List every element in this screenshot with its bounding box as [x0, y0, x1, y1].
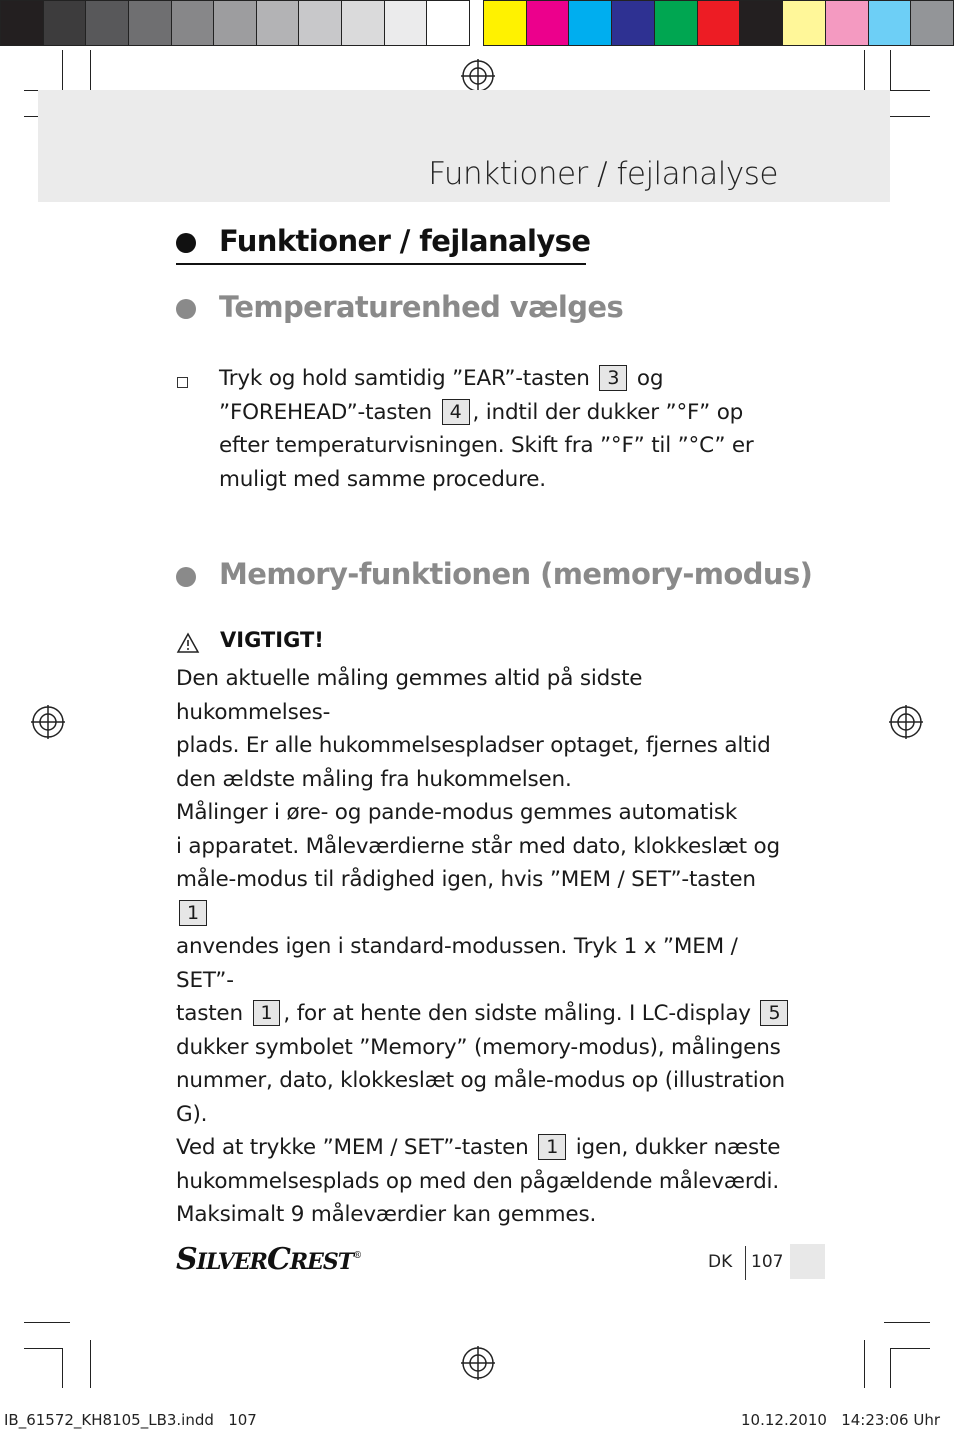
text-line: tasten [176, 1001, 243, 1026]
crop-mark [890, 50, 891, 90]
key-ref-display: 5 [760, 1000, 788, 1026]
text-line: , indtil der dukker ”°F” op [472, 399, 744, 425]
color-swatch [129, 1, 172, 45]
crop-mark [884, 1322, 930, 1323]
crop-mark [890, 90, 930, 91]
key-ref-memset: 1 [538, 1134, 566, 1160]
crop-mark [62, 50, 63, 90]
language-code: DK [708, 1252, 733, 1272]
text-line: hukommelsesplads op med den pågældende måleværdi. [176, 1168, 779, 1194]
color-swatch [527, 1, 570, 45]
crop-mark [24, 1348, 62, 1349]
key-ref-ear: 3 [599, 365, 627, 391]
text-line: muligt med samme procedure. [219, 466, 546, 492]
color-swatch [911, 1, 953, 45]
slug-timestamp: 10.12.2010 14:23:06 Uhr [741, 1411, 940, 1429]
memory-description [176, 796, 796, 1232]
crop-mark [890, 1348, 930, 1349]
color-swatch [569, 1, 612, 45]
color-swatch [826, 1, 869, 45]
registration-mark-icon [461, 59, 495, 93]
logo-registered-mark: ® [353, 1251, 362, 1261]
crop-mark [24, 1322, 70, 1323]
checkbox-bullet-icon [177, 377, 188, 388]
color-swatch [385, 1, 428, 45]
text-line: Ved at trykke ”MEM / SET”-tasten [176, 1135, 529, 1160]
slug-filename: IB_61572_KH8105_LB3.indd 107 [4, 1411, 257, 1429]
section-heading-temperature: Temperaturenhed vælges [219, 290, 624, 324]
crop-mark [890, 1348, 891, 1388]
text-line: plads. Er alle hukommelsespladser optaget, fjernes altid [176, 733, 771, 758]
text-line: ”FOREHEAD”-tasten [219, 399, 432, 425]
text-line: Maksimalt 9 måleværdier kan gemmes. [176, 1202, 597, 1227]
warning-text [176, 662, 796, 796]
text-line: efter temperaturvisningen. Skift fra ”°F” til ”°C” er [219, 433, 754, 458]
logo-letter: S [176, 1242, 197, 1277]
text-line: , for at hente den sidste måling. I LC-display [283, 1001, 751, 1026]
color-swatch [427, 1, 469, 45]
text-line: i apparatet. Måleværdierne står med dato, klokkeslæt og [176, 833, 780, 859]
text-line: anvendes igen i standard-modussen. Tryk 1 x ”MEM / SET”- [176, 934, 738, 993]
logo-letter: ILVER [196, 1249, 267, 1275]
page-tab-block [790, 1244, 825, 1279]
brand-logo [176, 1242, 361, 1277]
color-swatch [740, 1, 783, 45]
registration-mark-icon [461, 1346, 495, 1380]
text-line: nummer, dato, klokkeslæt og måle-modus op (illustration G). [176, 1068, 785, 1127]
page-number: 107 [751, 1252, 784, 1272]
bullet-icon [176, 567, 196, 587]
key-ref-memset: 1 [179, 900, 207, 926]
color-calibration-bar-color [483, 0, 954, 46]
warning-label: VIGTIGT! [220, 628, 324, 652]
color-swatch [172, 1, 215, 45]
text-line: Den aktuelle måling gemmes altid på sidste hukommelses- [176, 666, 643, 725]
logo-letter: C [266, 1242, 290, 1277]
text-line: igen, dukker næste [575, 1135, 781, 1160]
color-swatch [783, 1, 826, 45]
crop-mark [864, 1340, 865, 1388]
heading-underline [176, 263, 586, 265]
key-ref-forehead: 4 [442, 399, 470, 425]
text-line: Målinger i øre- og pande-modus gemmes automatisk [176, 800, 738, 825]
color-swatch [612, 1, 655, 45]
text-line: den ældste måling fra hukommelsen. [176, 766, 572, 792]
color-swatch [86, 1, 129, 45]
section-heading-main: Funktioner / fejlanalyse [219, 224, 591, 258]
bullet-icon [176, 233, 196, 253]
logo-letter: REST [289, 1249, 354, 1275]
color-swatch [257, 1, 300, 45]
crop-mark [884, 116, 930, 117]
color-calibration-bar-grayscale [0, 0, 470, 46]
color-swatch [484, 1, 527, 45]
color-swatch [299, 1, 342, 45]
crop-mark [62, 1348, 63, 1388]
key-ref-memset: 1 [253, 1000, 281, 1026]
color-swatch [869, 1, 912, 45]
crop-mark [90, 50, 91, 90]
color-swatch [655, 1, 698, 45]
text-line: måle-modus til rådighed igen, hvis ”MEM / SET”-tasten [176, 867, 756, 892]
color-swatch [214, 1, 257, 45]
page-title: Funktioner / fejlanalyse [428, 156, 778, 192]
divider [745, 1246, 746, 1280]
registration-mark-icon [889, 705, 923, 739]
warning-triangle-icon [176, 632, 200, 654]
color-swatch [44, 1, 87, 45]
crop-mark [90, 1340, 91, 1388]
temperature-instructions [219, 362, 779, 496]
crop-mark [864, 50, 865, 90]
text-line: og [636, 366, 664, 391]
text-line: Tryk og hold samtidig ”EAR”-tasten [219, 366, 590, 391]
color-swatch [1, 1, 44, 45]
registration-mark-icon [31, 705, 65, 739]
text-line: dukker symbolet ”Memory” (memory-modus), målingens [176, 1034, 781, 1060]
section-heading-memory: Memory-funktionen (memory-modus) [219, 557, 813, 591]
color-swatch [698, 1, 741, 45]
bullet-icon [176, 299, 196, 319]
color-swatch [342, 1, 385, 45]
